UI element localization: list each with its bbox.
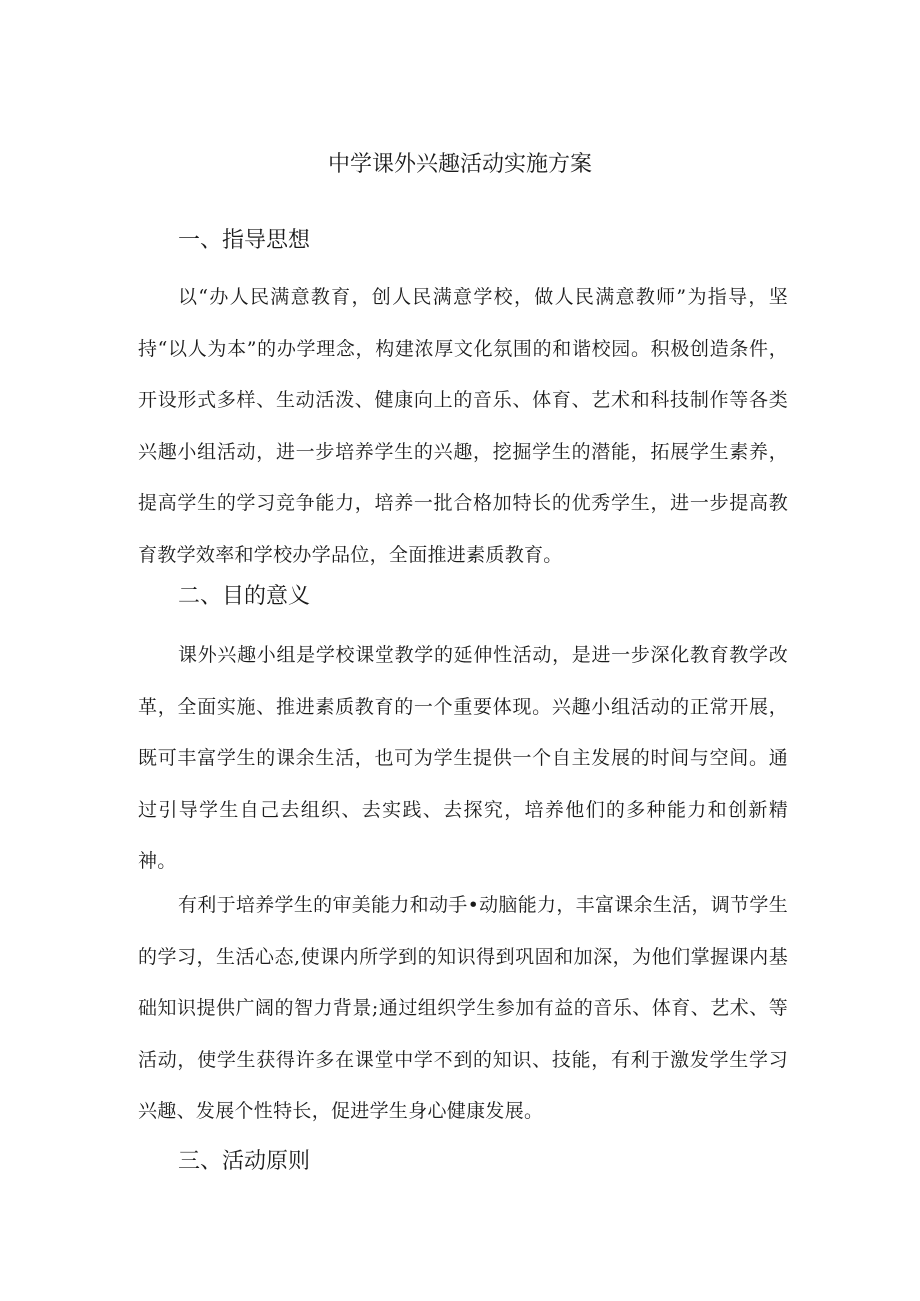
- section-heading-purpose: 二、目的意义: [178, 584, 311, 609]
- paragraph: 课外兴趣小组是学校课堂教学的延伸性活动，是进一步深化教育教学改革，全面实施、推进素质教育的一个重要体现。兴趣小组活动的正常开展，既可丰富学生的课余生活，也可为学生提供一个自主发展的时间与空间。通过引导学生自己去组织、去实践、去探究，培养他们的多种能力和创新精神。: [138, 644, 788, 873]
- section-2-body-2: [138, 880, 788, 1138]
- section-heading-principles: 三、活动原则: [178, 1149, 311, 1174]
- section-1-body: [138, 272, 788, 582]
- paragraph: 有利于培养学生的审美能力和动手•动脑能力，丰富课余生活，调节学生的学习，生活心态,使课内所学到的知识得到巩固和加深，为他们掌握课内基础知识提供广阔的智力背景;通过组织学生参加有益的音乐、体育、艺术、等活动，使学生获得许多在课堂中学不到的知识、技能，有利于激发学生学习兴趣、发展个性特长，促进学生身心健康发展。: [138, 894, 788, 1123]
- document-title: 中学课外兴趣活动实施方案: [327, 152, 592, 177]
- section-heading-guiding-ideology: 一、指导思想: [178, 228, 311, 253]
- section-3: [138, 1145, 788, 1179]
- section-2: [138, 580, 788, 614]
- paragraph: 以“办人民满意教育，创人民满意学校，做人民满意教师”为指导，坚持“以人为本”的办学理念，构建浓厚文化氛围的和谐校园。积极创造条件，开设形式多样、生动活泼、健康向上的音乐、体育、艺术和科技制作等各类兴趣小组活动，进一步培养学生的兴趣，挖掘学生的潜能，拓展学生素养，提高学生的学习竞争能力，培养一批合格加特长的优秀学生，进一步提高教育教学效率和学校办学品位，全面推进素质教育。: [138, 286, 788, 566]
- section-1: [138, 224, 788, 258]
- section-2-body-1: [138, 630, 788, 888]
